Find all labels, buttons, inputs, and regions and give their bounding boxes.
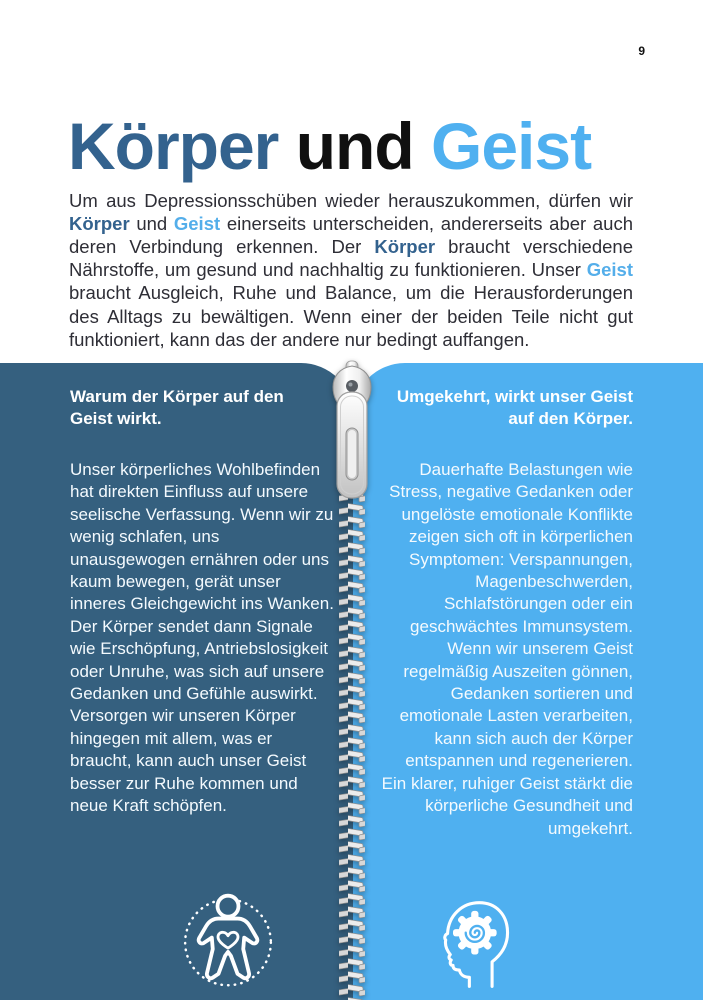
page-number: 9	[638, 44, 645, 58]
intro-text: braucht verschiedene Nährstoffe, um gesund und nachhaltig zu funktionieren. Unser	[69, 235, 633, 281]
head-gear-spiral-icon	[423, 890, 523, 990]
left-panel-body: Unser körperliches Wohlbefinden hat direkten Einfluss auf unsere seelische Verfassung. Wenn wir zu wenig schlafen, uns unausgewogen ernähren oder uns kaum bewegen, gerät unser inneres Gleichgewicht ins Wanken. Der Körper sendet dann Signale wie Erschöpfung, Antriebslosigkeit oder Unruhe, was sich auf unsere Gedanken und Gefühle auswirkt. Versorgen wir unseren Körper hingegen mit allem, was er braucht, kann auch unser Geist besser zur Ruhe kommen und neue Kraft schöpfen.	[70, 460, 334, 816]
right-panel-body: Dauerhafte Belastungen wie Stress, negative Gedanken oder ungelöste emotionale Konflikte zeigen sich oft in körperlichen Symptomen: Verspannungen, Magenbeschwerden, Schlafstörungen oder ein geschwächtes Immunsystem. Wenn wir unserem Geist regelmäßig Auszeiten gönnen, Gedanken sortieren und emotionale Lasten verarbeiten, kann sich auch der Körper entspannen und regenerieren. Ein klarer, ruhiger Geist stärkt die körperliche Gesundheit und umgekehrt.	[381, 460, 633, 838]
intro-keyword-koerper: Körper	[374, 235, 436, 257]
intro-text: einerseits unterscheiden, andererseits aber auch deren Verbindung erkennen. Der	[69, 212, 633, 257]
intro-paragraph	[69, 189, 633, 351]
zipper-slider-icon	[333, 361, 371, 498]
title-word-geist: Geist	[431, 109, 592, 184]
intro-text: Um aus Depressionsschüben wieder herauszukommen, dürfen wir	[69, 189, 633, 211]
intro-keyword-geist: Geist	[586, 259, 633, 281]
zipper-icon	[322, 360, 382, 1000]
zipper-teeth	[339, 480, 365, 1000]
person-heart-icon	[178, 890, 278, 990]
body-panel	[0, 363, 353, 1000]
right-panel-heading: Umgekehrt, wirkt unser Geist auf den Körper.	[396, 387, 633, 428]
mind-panel	[353, 363, 703, 1000]
intro-text: braucht Ausgleich, Ruhe und Balance, um die Herausforderungen des Alltags zu bewältigen. Wenn einer der beiden Teile nicht gut funktioniert, kann das der andere nur bedingt auffangen.	[69, 282, 633, 350]
intro-keyword-koerper: Körper	[69, 212, 130, 234]
left-panel-heading: Warum der Körper auf den Geist wirkt.	[70, 387, 284, 428]
intro-text: und	[129, 212, 174, 234]
intro-keyword-geist: Geist	[173, 212, 221, 234]
title-word-und: und	[278, 109, 431, 184]
page-title	[68, 109, 592, 184]
title-word-koerper: Körper	[68, 109, 279, 184]
